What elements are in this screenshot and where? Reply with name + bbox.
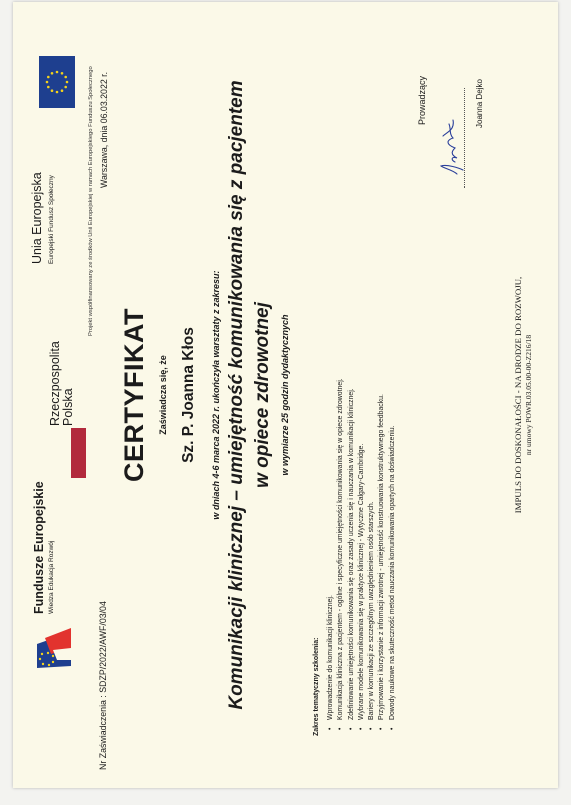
place-date: Warszawa, dnia 06.03.2022 r. — [99, 71, 109, 188]
ue-logo-title: Unia Europejska — [30, 172, 44, 264]
list-item: • Wprowadzenie do komunikacji klinicznej. — [326, 378, 336, 730]
rp-logo-text — [49, 336, 75, 426]
attest-line: Zaświadcza się, że — [158, 355, 168, 435]
rp-logo-title: Rzeczpospolita Polska — [48, 341, 75, 426]
scope-heading: Zakres tematyczny szkolenia: — [313, 637, 320, 736]
course-title-line2: w opiece zdrowotnej — [252, 302, 273, 488]
signature-line — [464, 88, 465, 188]
eu-flag-icon — [39, 56, 75, 108]
list-item: • Zdefiniowanie umiejętności komunikowania się oraz zasady uczenia się i nauczania w komunikacji klinicznej. — [347, 378, 357, 730]
list-item: • Bariery w komunikacji ze szczególnym uwzględnieniem osób starszych. — [367, 378, 377, 730]
recipient-name: Sz. P. Joanna Kłos — [180, 327, 197, 463]
workshop-dates: w dniach 4-6 marca 2022 r. ukończyła warsztaty z zakresu: — [211, 270, 221, 520]
ue-logo-text — [31, 172, 58, 264]
course-hours: w wymiarze 25 godzin dydaktycznych — [280, 314, 290, 476]
ue-logo-subtitle: Europejski Fundusz Społeczny — [48, 175, 55, 264]
certificate-content — [13, 2, 558, 788]
course-title-line1: Komunikacji klinicznej – umiejętność komunikowania się z pacjentem — [226, 80, 247, 710]
fe-logo-text — [33, 481, 58, 614]
fe-logo-subtitle: Wiedza Edukacja Rozwój — [48, 540, 55, 614]
fundusze-europejskie-logo-icon — [31, 622, 77, 674]
signer-name: Joanna Dejko — [475, 79, 484, 128]
certificate-page — [13, 2, 558, 788]
contract-number: nr umowy POWR.03.05.00-00-Z216/18 — [524, 334, 533, 456]
list-item: • Przyjmowanie i korzystanie z informacji zwrotnej - umiejętność konstruowania konstruktywnego feedbacku. — [377, 378, 387, 730]
list-item: • Komunikacja kliniczna z pacjentem - ogólne i specyficzne umiejętności komunikowania się w opiece zdrowotnej. — [336, 378, 346, 730]
list-item: • Wybrane modele komunikowania się w praktyce klinicznej - Wytyczne Calgary-Cambridge. — [357, 378, 367, 730]
list-item: • Dowody naukowe na skuteczność metod nauczania komunikowania opartych na doświadczeniu. — [388, 378, 398, 730]
handwritten-signature-icon — [433, 106, 467, 180]
signer-role: Prowadzący — [417, 75, 427, 125]
program-name: IMPULS DO DOSKONAŁOŚCI - NA DRODZE DO ROZWOJU, — [513, 276, 523, 514]
fe-logo-title: Fundusze Europejskie — [32, 481, 46, 614]
project-note: Projekt współfinansowany ze środków Unii Europejskiej w ramach Europejskiego Funduszu Społecznego — [88, 66, 94, 336]
certificate-title: CERTYFIKAT — [119, 308, 149, 482]
polish-flag-icon — [56, 428, 86, 478]
certificate-number: Nr Zaświadczenia : SDZP/2022/AWF/03/04 — [98, 601, 108, 770]
scope-list — [326, 378, 398, 730]
